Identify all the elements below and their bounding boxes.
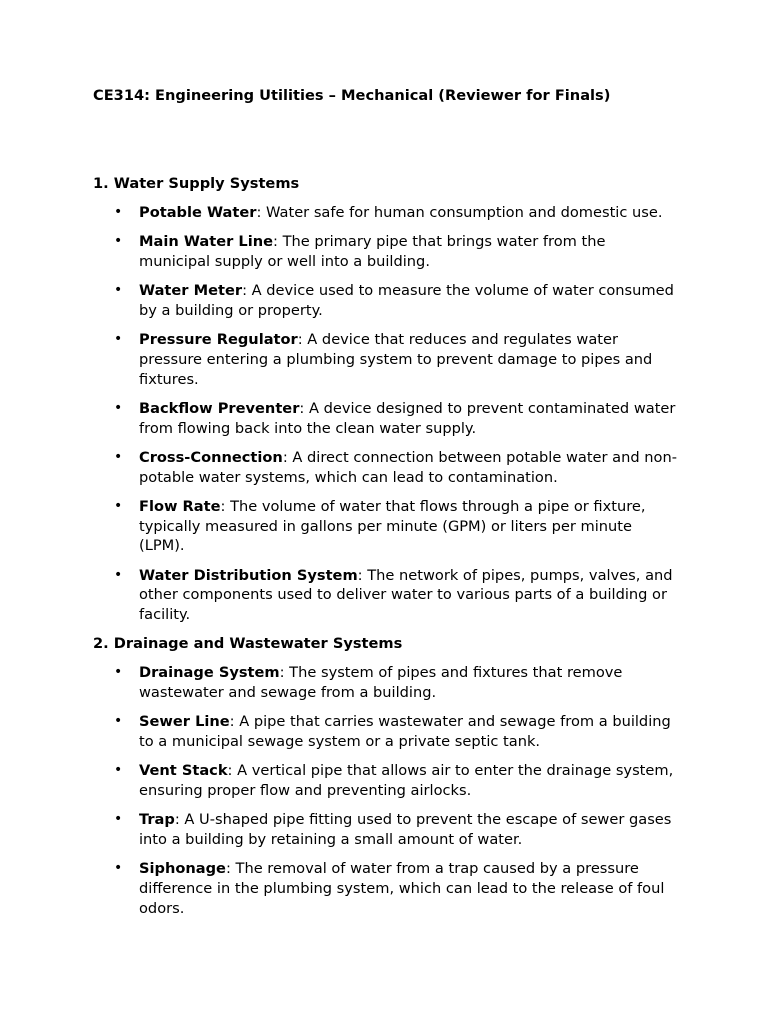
section-heading: 1. Water Supply Systems bbox=[93, 175, 300, 192]
list-item bbox=[93, 810, 679, 849]
term: Vent Stack bbox=[139, 762, 228, 780]
term: Sewer Line bbox=[139, 713, 230, 731]
bullet-icon: • bbox=[114, 282, 123, 299]
bullet-icon: • bbox=[114, 811, 123, 828]
term: Backflow Preventer bbox=[139, 400, 300, 417]
definition-list bbox=[93, 663, 693, 918]
list-item bbox=[93, 712, 679, 751]
list-item bbox=[93, 663, 679, 702]
definition: : A U-shaped pipe fitting used to prevent the escape of sewer gases into a building by retaining a small amount of water. bbox=[139, 811, 672, 849]
section-heading: 2. Drainage and Wastewater Systems bbox=[93, 635, 403, 653]
list-item bbox=[93, 566, 679, 625]
bullet-icon: • bbox=[114, 498, 123, 514]
definition: : The system of pipes and fixtures that remove wastewater and sewage from a building. bbox=[139, 664, 623, 702]
page-title: CE314: Engineering Utilities – Mechanical (Reviewer for Finals) bbox=[93, 87, 611, 104]
definition: : A pipe that carries wastewater and sewage from a building to a municipal sewage system or a private septic tank. bbox=[139, 713, 671, 751]
list-item bbox=[93, 232, 679, 271]
bullet-icon: • bbox=[114, 566, 123, 583]
bullet-icon: • bbox=[114, 204, 123, 220]
term: Cross-Connection bbox=[139, 449, 283, 466]
list-item bbox=[93, 448, 679, 487]
bullet-icon: • bbox=[114, 762, 123, 779]
term: Water Distribution System bbox=[139, 566, 358, 584]
definition: : The network of pipes, pumps, valves, and other components used to deliver water to various parts of a building or facility. bbox=[139, 566, 673, 624]
bullet-icon: • bbox=[114, 664, 123, 681]
term: Drainage System bbox=[139, 664, 280, 682]
term: Pressure Regulator bbox=[139, 331, 298, 349]
bullet-icon: • bbox=[114, 400, 123, 416]
definition: : A direct connection between potable water and non-potable water systems, which can lead to contamination. bbox=[139, 449, 677, 486]
bullet-icon: • bbox=[114, 449, 123, 465]
list-item bbox=[93, 281, 679, 320]
definition: : The volume of water that flows through a pipe or fixture, typically measured in gallons per minute (GPM) or liters per minute (LPM). bbox=[139, 498, 646, 555]
definition: : Water safe for human consumption and domestic use. bbox=[256, 204, 663, 221]
term: Potable Water bbox=[139, 204, 257, 221]
list-item bbox=[93, 497, 679, 556]
bullet-icon: • bbox=[114, 713, 123, 730]
document-body bbox=[93, 174, 693, 928]
list-item bbox=[93, 859, 679, 918]
definition: : A device used to measure the volume of water consumed by a building or property. bbox=[139, 282, 674, 319]
term: Main Water Line bbox=[139, 233, 274, 251]
list-item bbox=[93, 761, 679, 800]
list-item bbox=[93, 399, 679, 438]
term: Siphonage bbox=[139, 860, 226, 878]
bullet-icon: • bbox=[114, 233, 123, 250]
term: Water Meter bbox=[139, 282, 243, 300]
definition: : A vertical pipe that allows air to enter the drainage system, ensuring proper flow and preventing airlocks. bbox=[139, 762, 674, 800]
list-item bbox=[93, 203, 679, 223]
term: Trap bbox=[139, 811, 175, 829]
definition-list bbox=[93, 203, 693, 625]
definition: : A device designed to prevent contaminated water from flowing back into the clean water supply. bbox=[139, 400, 676, 437]
definition: : The removal of water from a trap caused by a pressure difference in the plumbing system, which can lead to the release of foul odors. bbox=[139, 860, 665, 917]
bullet-icon: • bbox=[114, 860, 123, 877]
term: Flow Rate bbox=[139, 498, 221, 515]
list-item bbox=[93, 330, 679, 389]
definition: : A device that reduces and regulates water pressure entering a plumbing system to prevent damage to pipes and fixtures. bbox=[139, 331, 653, 388]
bullet-icon: • bbox=[114, 331, 123, 348]
definition: : The primary pipe that brings water from the municipal supply or well into a building. bbox=[139, 233, 606, 270]
